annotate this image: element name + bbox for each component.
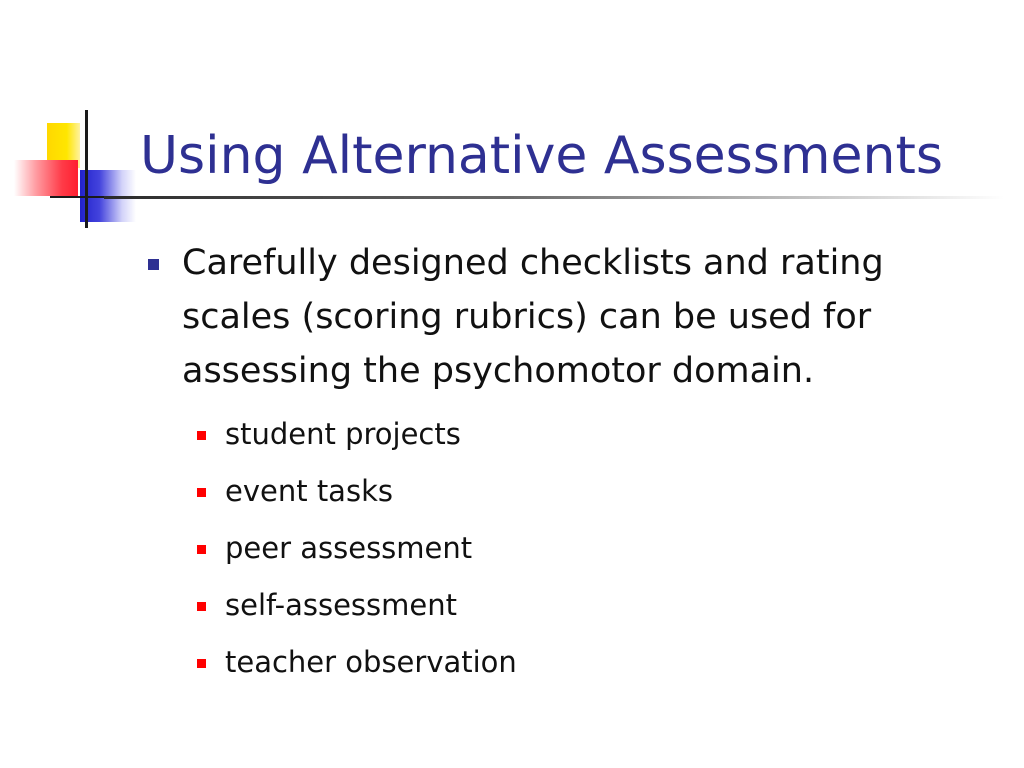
sub-bullet-text: event tasks — [225, 474, 393, 508]
list-item — [197, 406, 995, 463]
square-bullet-icon — [197, 431, 206, 440]
sub-bullet-text: self-assessment — [225, 588, 457, 622]
square-bullet-icon — [197, 488, 206, 497]
decorative-horizontal-line — [50, 196, 105, 198]
sub-bullet-text: teacher observation — [225, 645, 517, 679]
main-bullet-text: Carefully designed checklists and rating scales (scoring rubrics) can be used for assessing the psychomotor domain. — [182, 243, 884, 391]
square-bullet-icon — [197, 545, 206, 554]
slide-title: Using Alternative Assessments — [140, 126, 943, 186]
list-item — [197, 634, 995, 691]
sub-bullet-list — [145, 406, 995, 691]
slide-content — [145, 236, 995, 691]
square-bullet-icon — [197, 602, 206, 611]
sub-bullet-text: student projects — [225, 417, 461, 451]
square-bullet-icon — [197, 659, 206, 668]
list-item — [197, 520, 995, 577]
decorative-red-bar — [14, 160, 78, 196]
title-underline — [104, 196, 1004, 199]
list-item — [197, 577, 995, 634]
sub-bullet-text: peer assessment — [225, 531, 473, 565]
list-item — [197, 463, 995, 520]
main-bullet-point — [145, 236, 995, 398]
square-bullet-icon — [148, 259, 159, 270]
decorative-vertical-line — [85, 110, 88, 228]
